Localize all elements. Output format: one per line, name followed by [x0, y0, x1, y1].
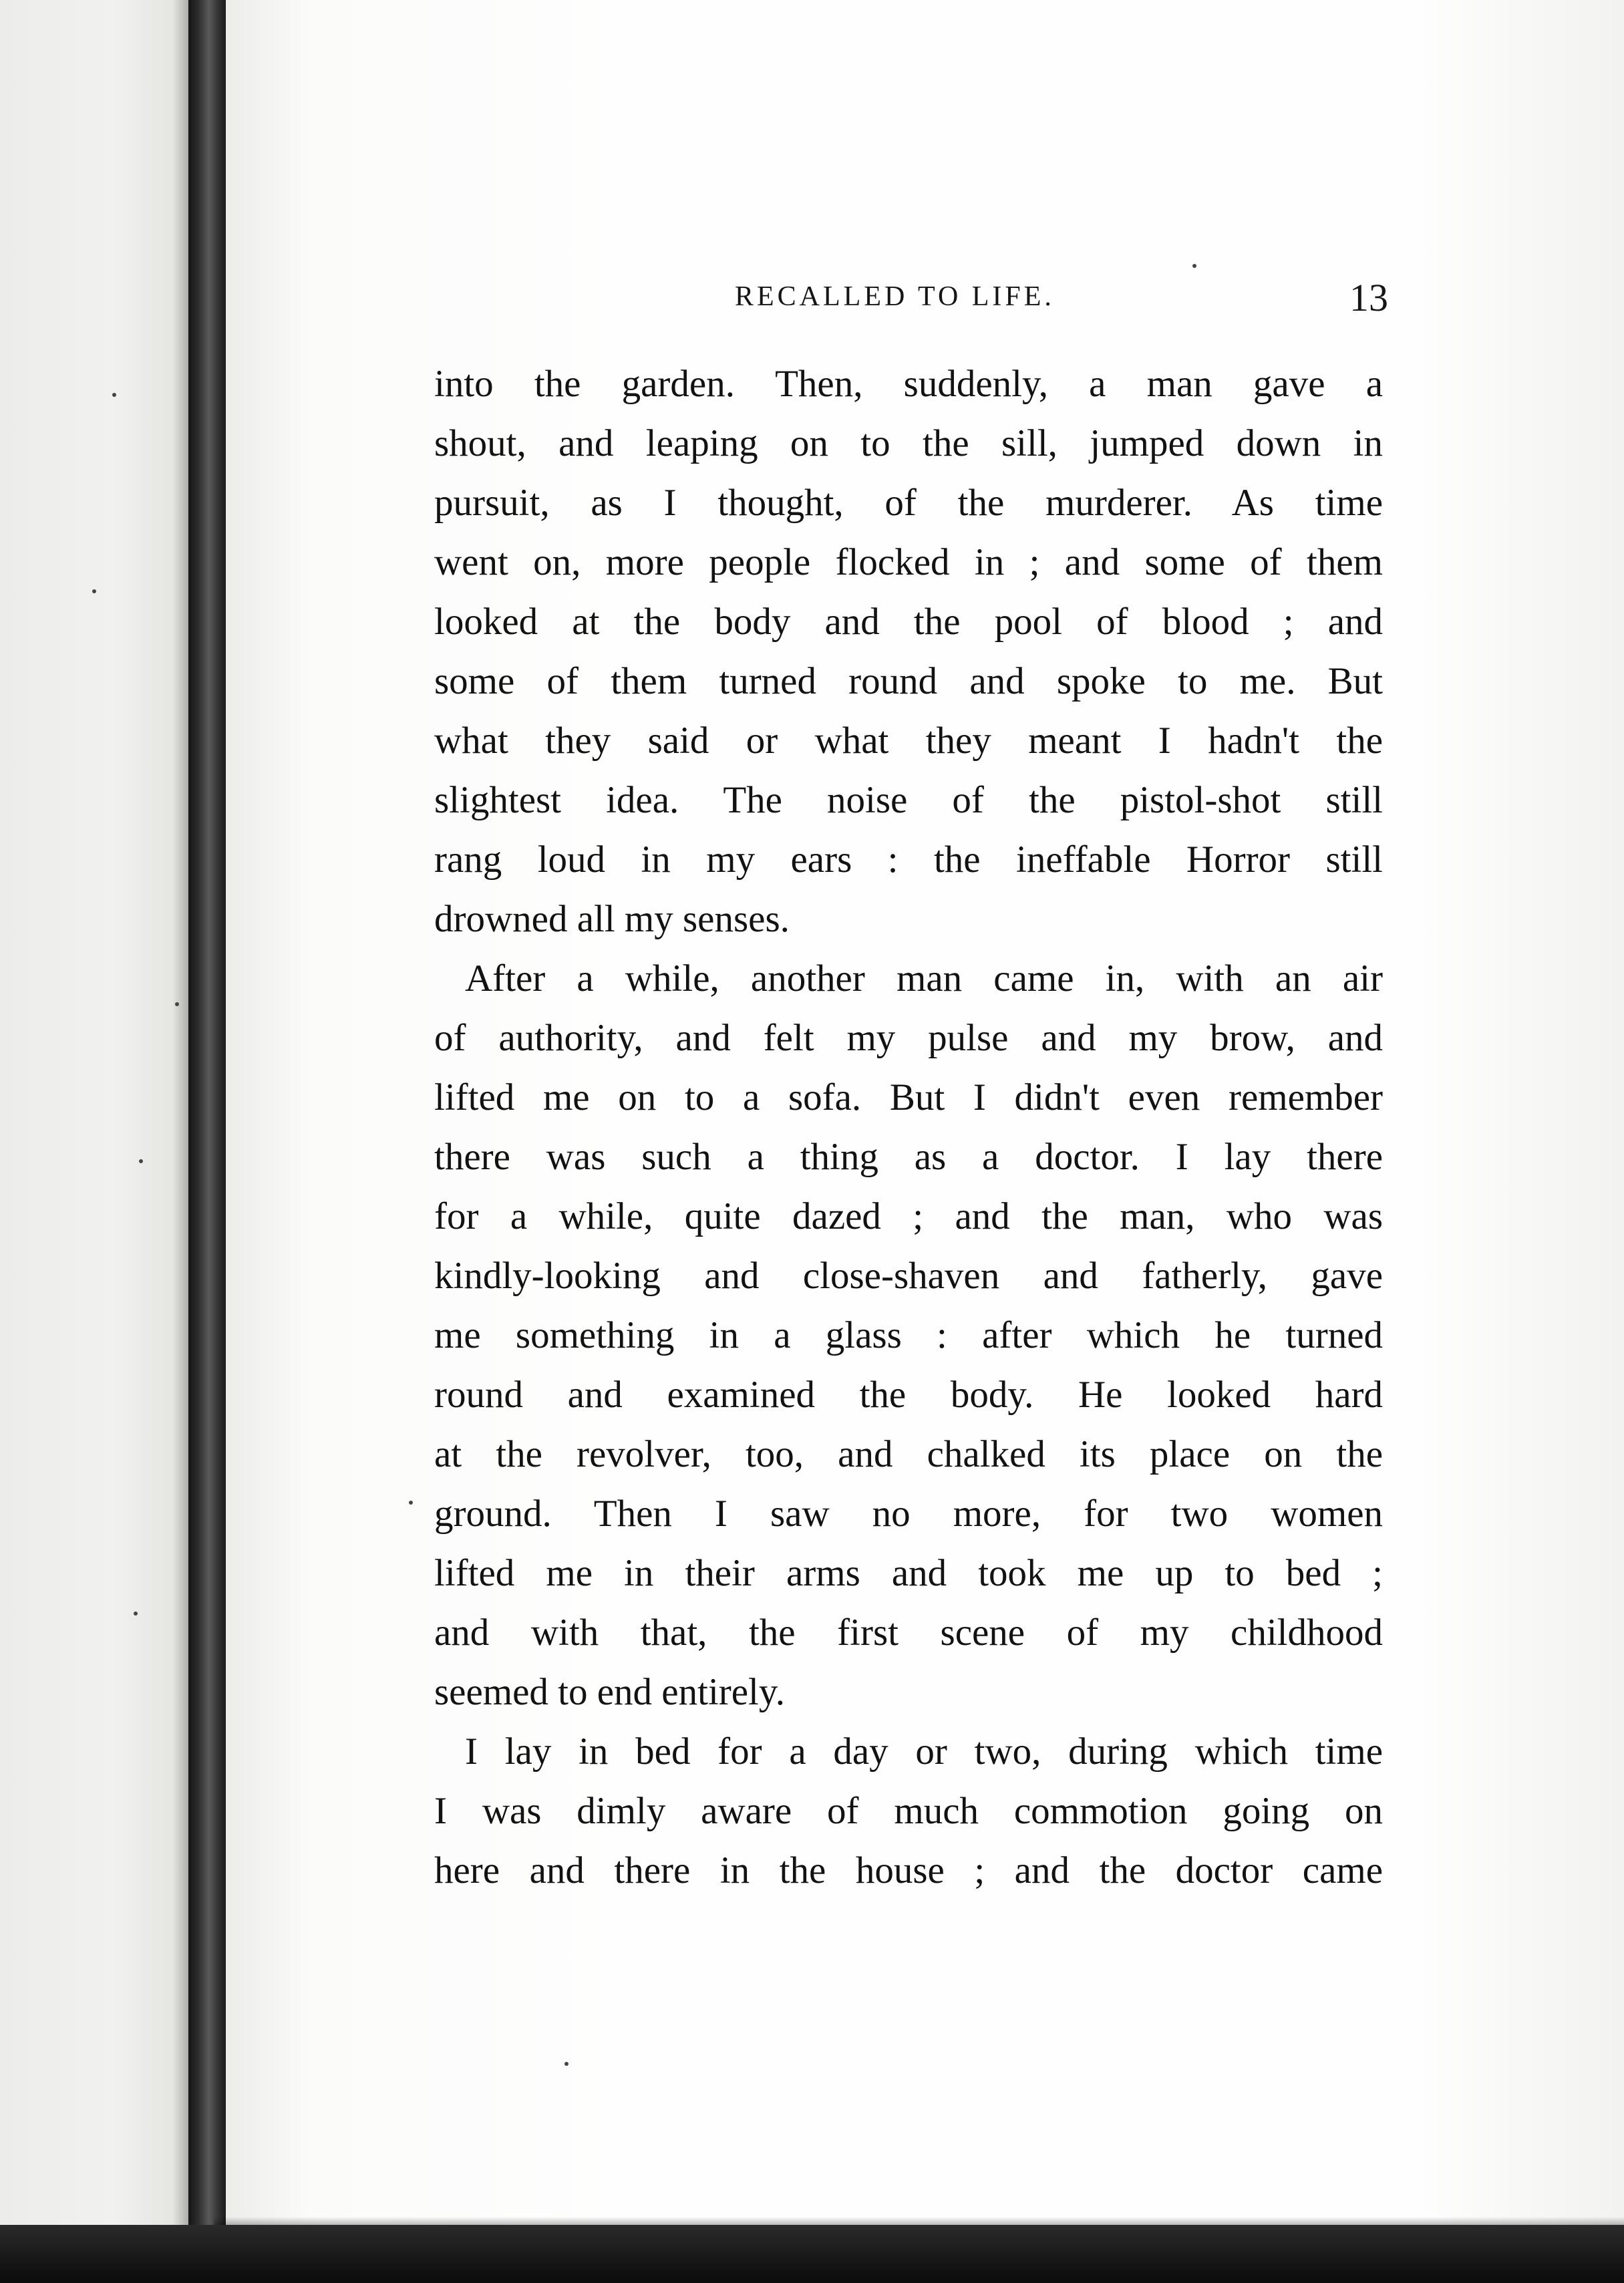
text-line: slightest idea. The noise of the pistol-shot still: [434, 779, 1383, 821]
dust-speck: [175, 1002, 179, 1006]
text-line: drowned all my senses.: [434, 898, 790, 940]
text-line: pursuit, as I thought, of the murderer. As time: [434, 482, 1383, 524]
page-number: 13: [1349, 276, 1388, 319]
text-line: and with that, the first scene of my childhood: [434, 1612, 1383, 1654]
text-line: for a while, quite dazed ; and the man, who was: [434, 1195, 1383, 1237]
text-line: rang loud in my ears : the ineffable Horror still: [434, 839, 1383, 881]
text-line: some of them turned round and spoke to me. But: [434, 660, 1383, 702]
gutter-shadow: [172, 0, 190, 2232]
text-line: what they said or what they meant I hadn't the: [434, 720, 1383, 762]
text-line: into the garden. Then, suddenly, a man gave a: [434, 363, 1383, 405]
facing-page-edge: [0, 0, 188, 2245]
body-text: [434, 354, 1383, 1900]
dust-speck: [92, 589, 96, 593]
text-line: lifted me on to a sofa. But I didn't even remember: [434, 1076, 1383, 1118]
text-line: seemed to end entirely.: [434, 1671, 785, 1713]
text-line: ground. Then I saw no more, for two women: [434, 1493, 1383, 1535]
text-line: round and examined the body. He looked hard: [434, 1374, 1383, 1416]
text-line: at the revolver, too, and chalked its place on the: [434, 1433, 1383, 1475]
text-line: of authority, and felt my pulse and my brow, and: [434, 1017, 1383, 1059]
text-line: looked at the body and the pool of blood ; and: [434, 601, 1383, 643]
text-line: shout, and leaping on to the sill, jumped down in: [434, 422, 1383, 464]
dust-speck: [139, 1159, 143, 1163]
dust-speck: [112, 393, 116, 397]
book-spine: [188, 0, 226, 2225]
text-line: I was dimly aware of much commotion going on: [434, 1790, 1383, 1832]
text-line: kindly-looking and close-shaven and fatherly, gave: [434, 1255, 1383, 1297]
dust-speck: [564, 2062, 569, 2066]
scan-bottom-edge: [0, 2225, 1624, 2283]
text-line: After a while, another man came in, with an air: [465, 957, 1383, 1000]
text-line: went on, more people flocked in ; and some of them: [434, 541, 1383, 583]
text-line: here and there in the house ; and the doctor came: [434, 1849, 1383, 1891]
text-line: I lay in bed for a day or two, during which time: [465, 1730, 1383, 1773]
text-line: me something in a glass : after which he turned: [434, 1314, 1383, 1356]
dust-speck: [409, 1501, 413, 1505]
dust-speck: [1192, 264, 1196, 268]
text-line: there was such a thing as a doctor. I lay there: [434, 1136, 1383, 1178]
text-line: lifted me in their arms and took me up to bed ;: [434, 1552, 1383, 1594]
running-title: RECALLED TO LIFE.: [735, 281, 1055, 312]
dust-speck: [134, 1612, 138, 1616]
